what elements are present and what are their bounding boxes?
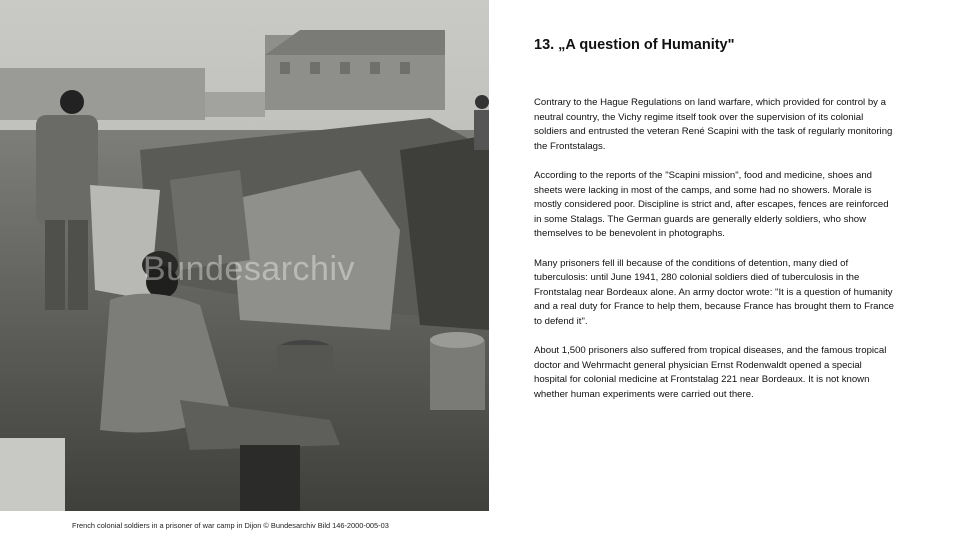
paragraph-tuberculosis: Many prisoners fell ill because of the conditions of detention, many died of tuberculosis: until June 1941, 280 colonial soldiers died of tuberculosis in the Frontstalag near Bordeaux alone. An army doctor wrote: "It is a question of humanity and a real duty for France to help them, because France has brought them to France to defend it".: [534, 257, 894, 327]
historical-photo: [0, 0, 489, 511]
bundesarchiv-watermark: Bundesarchiv: [143, 250, 356, 288]
paragraph-tropical-diseases: About 1,500 prisoners also suffered from tropical diseases, and the famous tropical doctor and Wehrmacht general physician Ernst Rodenwaldt opened a special hospital for colonial medicine at Frontstalag 221 near Bordeaux. It is not known whether human experiments were carried out there.: [534, 345, 887, 400]
slide-title: 13. „A question of Humanity": [534, 37, 735, 53]
paragraph-scapini-mission: According to the reports of the "Scapini mission", food and medicine, shoes and sheets were lacking in most of the camps, and some had no showers. Morale is mostly considered poor. Discipline is strict and, after escapes, fences are reinforced in some Stalags. The German guards are generally elderly soldiers, who show themselves to be benevolent in photographs.: [534, 169, 889, 240]
photo-caption: French colonial soldiers in a prisoner of war camp in Dijon © Bundesarchiv Bild 146-2000-005-03: [72, 521, 389, 530]
slide-body: [534, 96, 896, 417]
paragraph-hague-regulations: Contrary to the Hague Regulations on land warfare, which provided for control by a neutral country, the Vichy regime itself took over the supervision of its colonial soldiers and entrusted the veteran René Scapini with the task of regularly monitoring the Frontstalags.: [534, 97, 893, 152]
